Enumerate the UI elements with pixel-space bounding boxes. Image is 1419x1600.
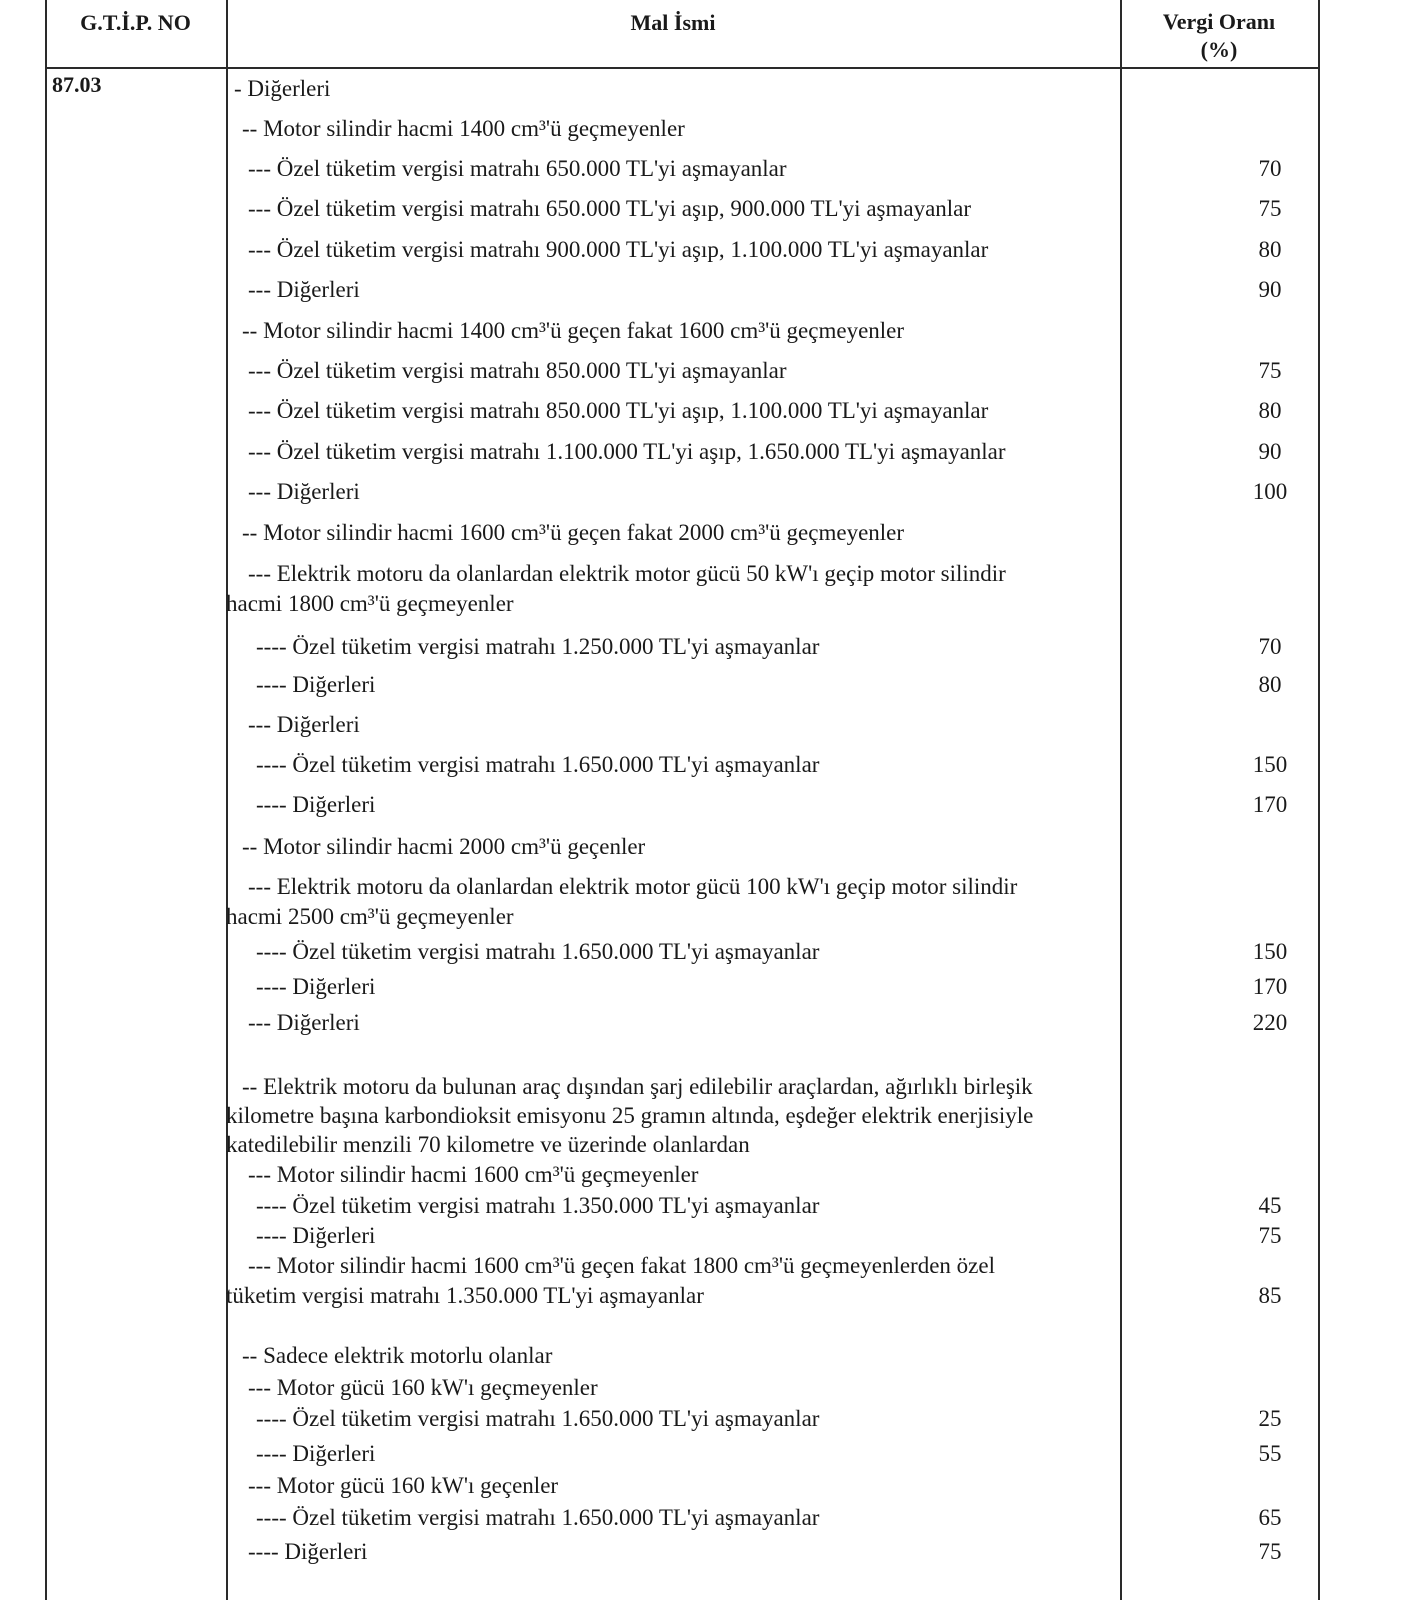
table-row: [232, 1008, 1382, 1038]
table-row: [232, 972, 1382, 1002]
table-row: [226, 1101, 1382, 1131]
mal-ismi-cell: --- Özel tüketim vergisi matrahı 650.000 TL'yi aşmayanlar: [248, 156, 787, 181]
vergi-orani-cell: 170: [1252, 974, 1288, 999]
table-row: [232, 632, 1382, 662]
mal-ismi-cell: tüketim vergisi matrahı 1.350.000 TL'yi aşmayanlar: [226, 1283, 704, 1308]
mal-ismi-cell: hacmi 2500 cm³'ü geçmeyenler: [226, 904, 514, 929]
table-row: [232, 114, 1382, 144]
mal-ismi-cell: --- Motor silindir hacmi 1600 cm³'ü geçen fakat 1800 cm³'ü geçmeyenlerden özel: [248, 1253, 995, 1278]
mal-ismi-cell: ---- Diğerleri: [256, 974, 376, 999]
table-row: [232, 437, 1382, 467]
mal-ismi-cell: --- Diğerleri: [248, 712, 360, 737]
mal-ismi-cell: -- Motor silindir hacmi 1400 cm³'ü geçmeyenler: [242, 116, 685, 141]
vergi-orani-cell: 150: [1252, 752, 1288, 777]
table-row: [232, 832, 1382, 862]
table-row: [226, 902, 1382, 932]
table-row: [232, 518, 1382, 548]
mal-ismi-cell: ---- Özel tüketim vergisi matrahı 1.250.000 TL'yi aşmayanlar: [256, 634, 820, 659]
mal-ismi-cell: kilometre başına karbondioksit emisyonu 25 gramın altında, eşdeğer elektrik enerjisiyle: [226, 1103, 1034, 1128]
header-mal-ismi: Mal İsmi: [630, 10, 716, 35]
mal-ismi-cell: ---- Özel tüketim vergisi matrahı 1.650.000 TL'yi aşmayanlar: [256, 1505, 820, 1530]
mal-ismi-cell: -- Sadece elektrik motorlu olanlar: [242, 1343, 553, 1368]
mal-ismi-cell: -- Motor silindir hacmi 2000 cm³'ü geçenler: [242, 834, 646, 859]
vergi-orani-cell: 80: [1258, 237, 1282, 262]
mal-ismi-cell: --- Elektrik motoru da olanlardan elektrik motor gücü 50 kW'ı geçip motor silindir: [248, 561, 1006, 586]
mal-ismi-cell: ---- Diğerleri: [256, 792, 376, 817]
mal-ismi-cell: --- Motor gücü 160 kW'ı geçmeyenler: [248, 1375, 598, 1400]
header-vergi-orani-label: Vergi Oranı: [1162, 9, 1276, 34]
table-row: [232, 194, 1382, 224]
table-row: [226, 589, 1382, 619]
table-row: [232, 1503, 1382, 1533]
mal-ismi-cell: --- Özel tüketim vergisi matrahı 650.000 TL'yi aşıp, 900.000 TL'yi aşmayanlar: [248, 196, 972, 221]
table-row: [232, 1471, 1382, 1501]
mal-ismi-cell: -- Motor silindir hacmi 1400 cm³'ü geçen fakat 1600 cm³'ü geçmeyenler: [242, 318, 905, 343]
table-row: [232, 710, 1382, 740]
column-divider-1: [226, 0, 228, 1600]
mal-ismi-cell: --- Özel tüketim vergisi matrahı 1.100.000 TL'yi aşıp, 1.650.000 TL'yi aşmayanlar: [248, 439, 1006, 464]
mal-ismi-cell: ---- Diğerleri: [248, 1539, 368, 1564]
mal-ismi-cell: -- Elektrik motoru da bulunan araç dışından şarj edilebilir araçlardan, ağırlıklı birleşik: [242, 1074, 1033, 1099]
table-row: [232, 154, 1382, 184]
vergi-orani-cell: 70: [1258, 634, 1282, 659]
vergi-orani-cell: 100: [1252, 479, 1288, 504]
table-row: [232, 872, 1382, 902]
mal-ismi-cell: --- Özel tüketim vergisi matrahı 850.000 TL'yi aşmayanlar: [248, 358, 787, 383]
table-row: [232, 275, 1382, 305]
mal-ismi-cell: --- Elektrik motoru da olanlardan elektrik motor gücü 100 kW'ı geçip motor silindir: [248, 874, 1018, 899]
table-row: [232, 937, 1382, 967]
table-row: [232, 790, 1382, 820]
table-row: [232, 1439, 1382, 1469]
table-row: [232, 559, 1382, 589]
mal-ismi-cell: ---- Diğerleri: [256, 1441, 376, 1466]
table-row: [232, 1373, 1382, 1403]
mal-ismi-cell: ---- Özel tüketim vergisi matrahı 1.650.000 TL'yi aşmayanlar: [256, 1406, 820, 1431]
table-row: [232, 235, 1382, 265]
vergi-orani-cell: 80: [1258, 398, 1282, 423]
vergi-orani-cell: 170: [1252, 792, 1288, 817]
header-percent-label: (%): [1200, 37, 1238, 62]
mal-ismi-cell: --- Diğerleri: [248, 277, 360, 302]
vergi-orani-cell: 75: [1258, 1223, 1282, 1248]
mal-ismi-cell: --- Özel tüketim vergisi matrahı 850.000 TL'yi aşıp, 1.100.000 TL'yi aşmayanlar: [248, 398, 989, 423]
vergi-orani-cell: 55: [1258, 1441, 1282, 1466]
table-row: [232, 1191, 1382, 1221]
table-border-left: [45, 0, 47, 1600]
mal-ismi-cell: hacmi 1800 cm³'ü geçmeyenler: [226, 591, 514, 616]
mal-ismi-cell: katedilebilir menzili 70 kilometre ve üzerinde olanlardan: [226, 1132, 750, 1157]
header-gtip-no: G.T.İ.P. NO: [80, 10, 191, 35]
table-row: [232, 1404, 1382, 1434]
vergi-orani-cell: 75: [1258, 196, 1282, 221]
vergi-orani-cell: 70: [1258, 156, 1282, 181]
vergi-orani-cell: 90: [1258, 439, 1282, 464]
mal-ismi-cell: --- Diğerleri: [248, 1010, 360, 1035]
mal-ismi-cell: ---- Özel tüketim vergisi matrahı 1.650.000 TL'yi aşmayanlar: [256, 752, 820, 777]
table-row: [232, 1221, 1382, 1251]
vergi-orani-cell: 90: [1258, 277, 1282, 302]
table-row: [232, 316, 1382, 346]
gtip-code: 87.03: [52, 72, 102, 97]
header-vergi-orani: [1120, 8, 1318, 64]
vergi-orani-cell: 150: [1252, 939, 1288, 964]
vergi-orani-cell: 45: [1258, 1193, 1282, 1218]
mal-ismi-cell: --- Diğerleri: [248, 479, 360, 504]
table-row: [232, 1160, 1382, 1190]
mal-ismi-cell: ---- Özel tüketim vergisi matrahı 1.650.000 TL'yi aşmayanlar: [256, 939, 820, 964]
mal-ismi-cell: ---- Diğerleri: [256, 672, 376, 697]
mal-ismi-cell: -- Motor silindir hacmi 1600 cm³'ü geçen fakat 2000 cm³'ü geçmeyenler: [242, 520, 905, 545]
vergi-orani-cell: 85: [1258, 1283, 1282, 1308]
vergi-orani-cell: 80: [1258, 672, 1282, 697]
table-row: [232, 1341, 1382, 1371]
mal-ismi-cell: - Diğerleri: [234, 76, 331, 101]
table-row: [232, 670, 1382, 700]
table-row: [232, 750, 1382, 780]
vergi-orani-cell: 25: [1258, 1406, 1282, 1431]
header-divider: [45, 67, 1320, 69]
table-row: [232, 1072, 1382, 1102]
table-row: [232, 1251, 1382, 1281]
vergi-orani-cell: 65: [1258, 1505, 1282, 1530]
mal-ismi-cell: ---- Diğerleri: [256, 1223, 376, 1248]
mal-ismi-cell: --- Motor gücü 160 kW'ı geçenler: [248, 1473, 559, 1498]
table-row: [226, 1281, 1382, 1311]
table-row: [232, 396, 1382, 426]
mal-ismi-cell: --- Özel tüketim vergisi matrahı 900.000 TL'yi aşıp, 1.100.000 TL'yi aşmayanlar: [248, 237, 989, 262]
table-row: [232, 74, 1382, 104]
mal-ismi-cell: ---- Özel tüketim vergisi matrahı 1.350.000 TL'yi aşmayanlar: [256, 1193, 820, 1218]
vergi-orani-cell: 75: [1258, 1539, 1282, 1564]
vergi-orani-cell: 220: [1252, 1010, 1288, 1035]
table-row: [232, 477, 1382, 507]
table-row: [232, 356, 1382, 386]
vergi-orani-cell: 75: [1258, 358, 1282, 383]
table-row: [226, 1130, 1382, 1160]
mal-ismi-cell: --- Motor silindir hacmi 1600 cm³'ü geçmeyenler: [248, 1162, 699, 1187]
table-row: [232, 1537, 1382, 1567]
